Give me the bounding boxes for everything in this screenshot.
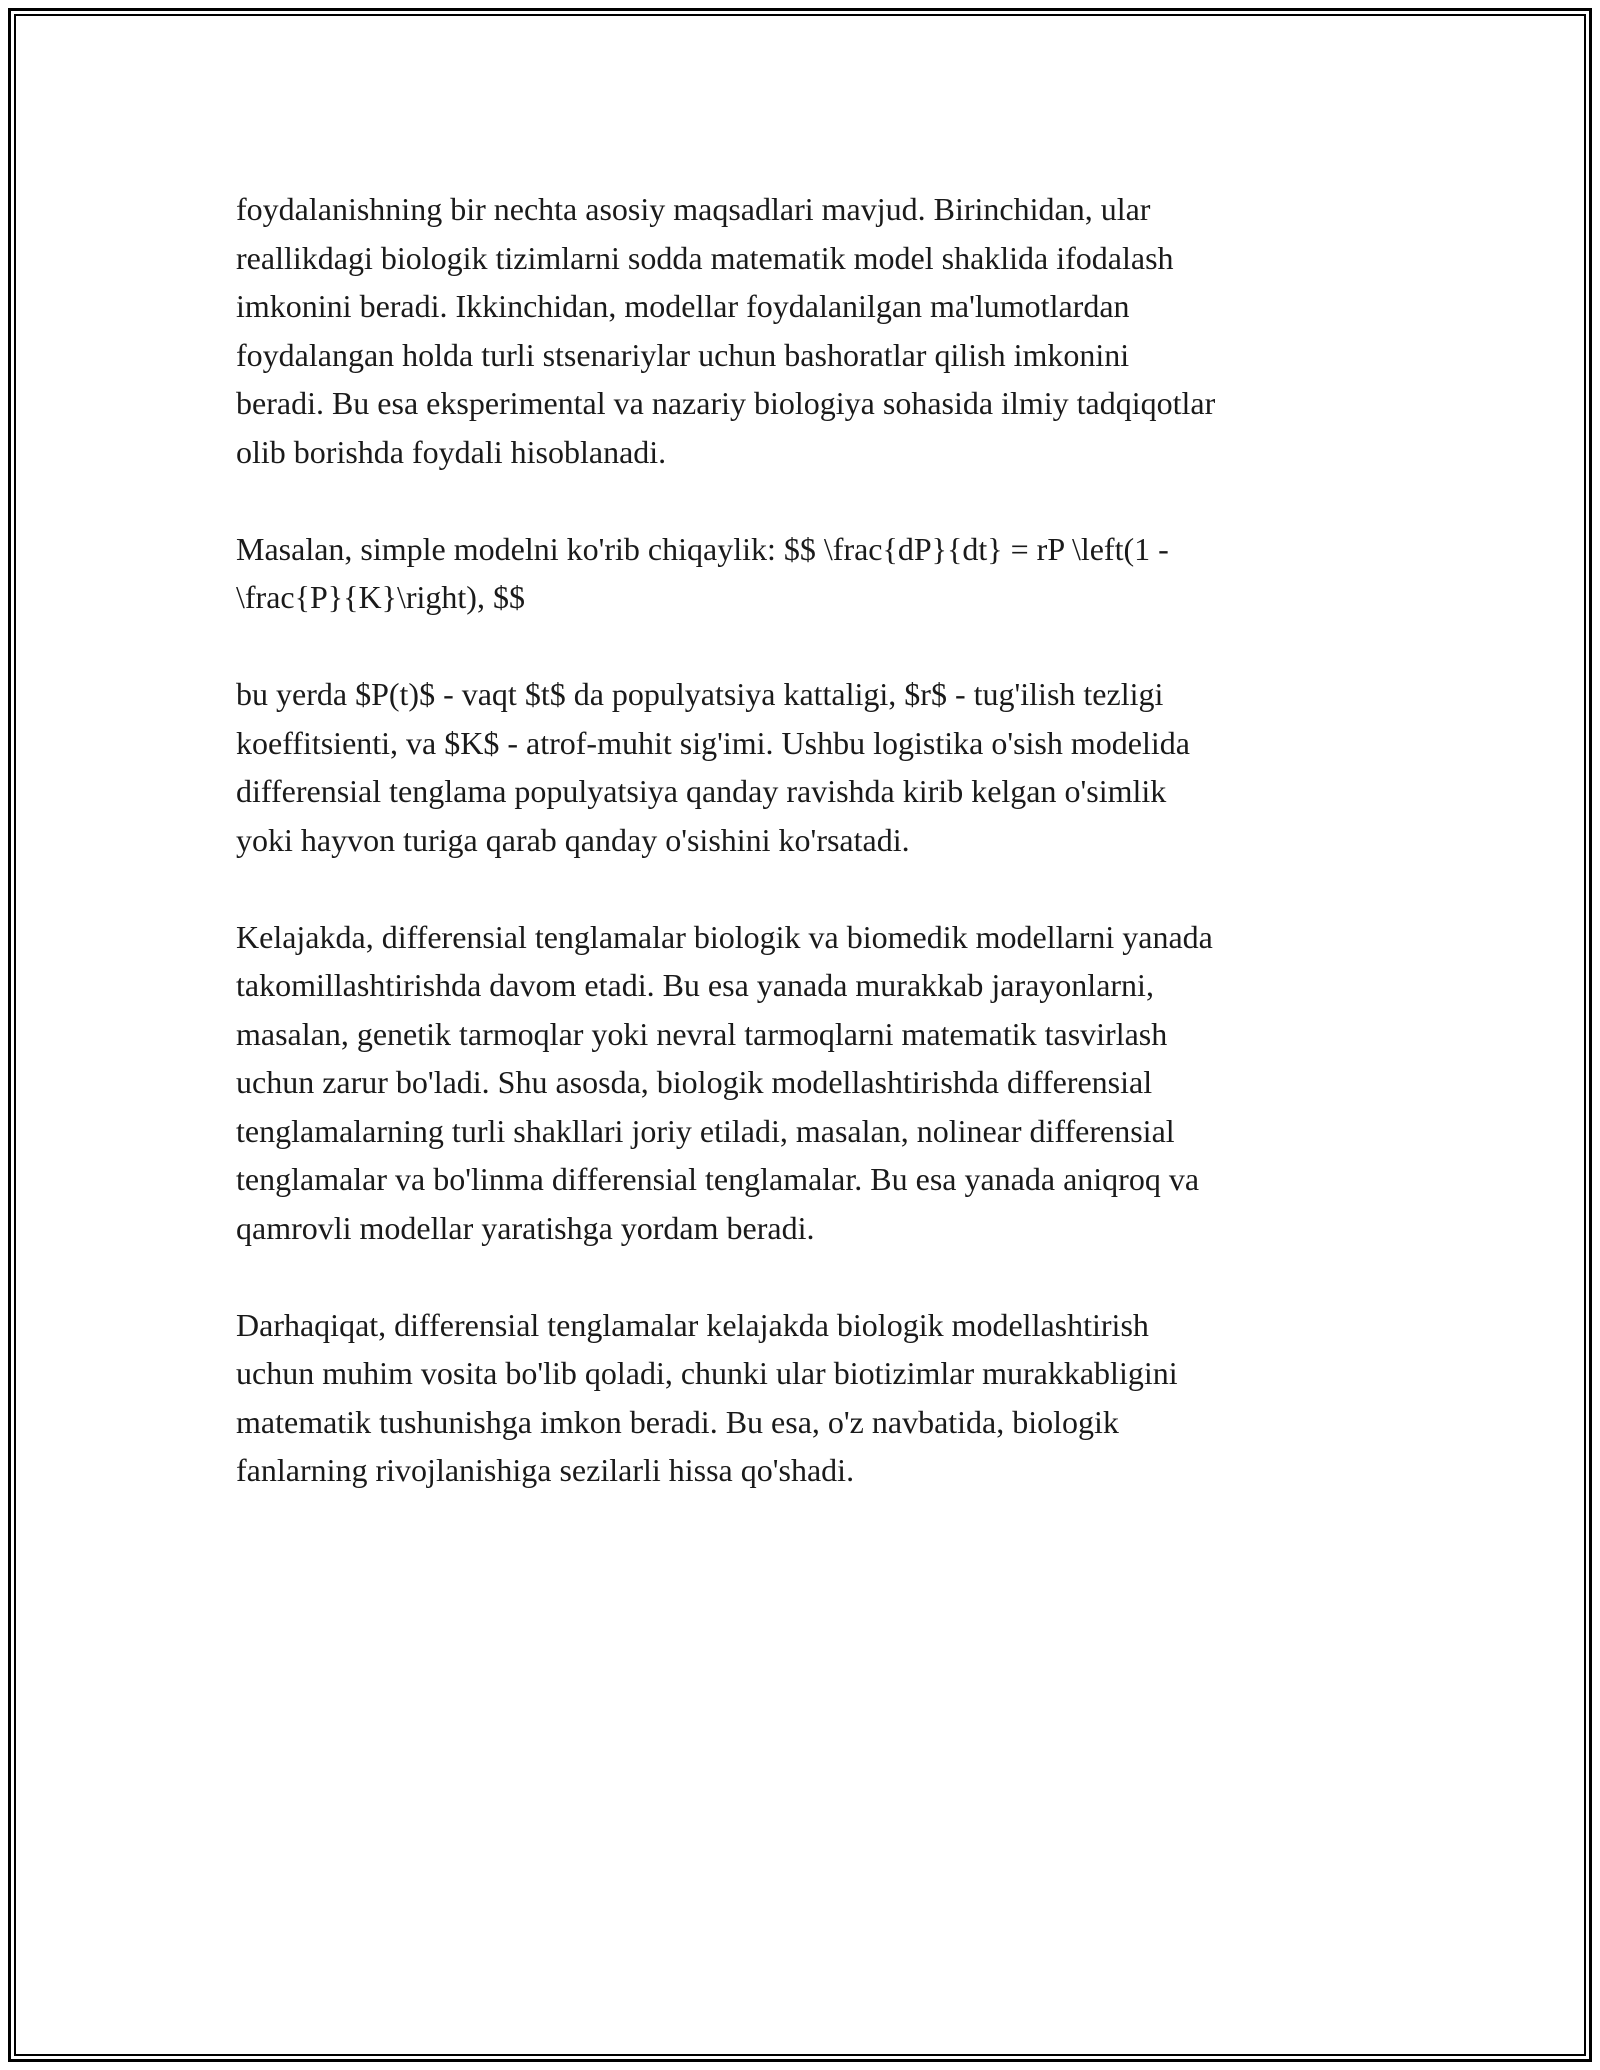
text-line: reallikdagi biologik tizimlarni sodda matematik model shaklida ifodalash <box>236 239 1174 276</box>
text-line: takomillashtirishda davom etadi. Bu esa yanada murakkab jarayonlarni, <box>236 967 1154 1003</box>
text-line: foydalangan holda turli stsenariylar uchun bashoratlar qilish imkonini <box>236 336 1130 373</box>
paragraph-example-equation <box>236 525 1366 622</box>
text-line: Masalan, simple modelni ko'rib chiqaylik: $$ \frac{dP}{dt} = rP \left(1 - <box>236 530 1169 567</box>
text-line: differensial tenglama populyatsiya qanday ravishda kirib kelgan o'simlik <box>236 773 1167 809</box>
text-line: masalan, genetik tarmoqlar yoki nevral tarmoqlarni matematik tasvirlash <box>236 1015 1168 1052</box>
document-body <box>236 185 1366 1495</box>
text-line: koeffitsienti, va $K$ - atrof-muhit sig'imi. Ushbu logistika o'sish modelida <box>236 724 1190 761</box>
text-line: beradi. Bu esa eksperimental va nazariy biologiya sohasida ilmiy tadqiqotlar <box>236 385 1216 421</box>
paragraph-future <box>236 913 1366 1253</box>
text-line: imkonini beradi. Ikkinchidan, modellar foydalanilgan ma'lumotlardan <box>236 288 1130 324</box>
text-line: Kelajakda, differensial tenglamalar biologik va biomedik modellarni yanada <box>236 918 1213 955</box>
text-line: foydalanishning bir nechta asosiy maqsadlari mavjud. Birinchidan, ular <box>236 191 1151 227</box>
text-line: yoki hayvon turiga qarab qanday o'sishini ko'rsatadi. <box>236 821 910 858</box>
text-line: olib borishda foydali hisoblanadi. <box>236 433 667 470</box>
paragraph-conclusion <box>236 1301 1366 1495</box>
text-line: \frac{P}{K}\right), $$ <box>236 579 525 615</box>
text-line: uchun muhim vosita bo'lib qoladi, chunki ular biotizimlar murakkabligini <box>236 1355 1178 1391</box>
text-line: uchun zarur bo'ladi. Shu asosda, biologik modellashtirishda differensial <box>236 1064 1153 1100</box>
text-line: fanlarning rivojlanishiga sezilarli hissa qo'shadi. <box>236 1452 855 1488</box>
text-line: matematik tushunishga imkon beradi. Bu esa, o'z navbatida, biologik <box>236 1403 1119 1440</box>
text-line: qamrovli modellar yaratishga yordam beradi. <box>236 1209 815 1246</box>
text-line: Darhaqiqat, differensial tenglamalar kelajakda biologik modellashtirish <box>236 1306 1149 1343</box>
text-line: tenglamalar va bo'linma differensial tenglamalar. Bu esa yanada aniqroq va <box>236 1161 1200 1197</box>
paragraph-variable-definitions <box>236 670 1366 864</box>
text-line: bu yerda $P(t)$ - vaqt $t$ da populyatsiya kattaligi, $r$ - tug'ilish tezligi <box>236 676 1164 712</box>
paragraph-purposes <box>236 185 1366 476</box>
text-line: tenglamalarning turli shakllari joriy etiladi, masalan, nolinear differensial <box>236 1112 1175 1149</box>
